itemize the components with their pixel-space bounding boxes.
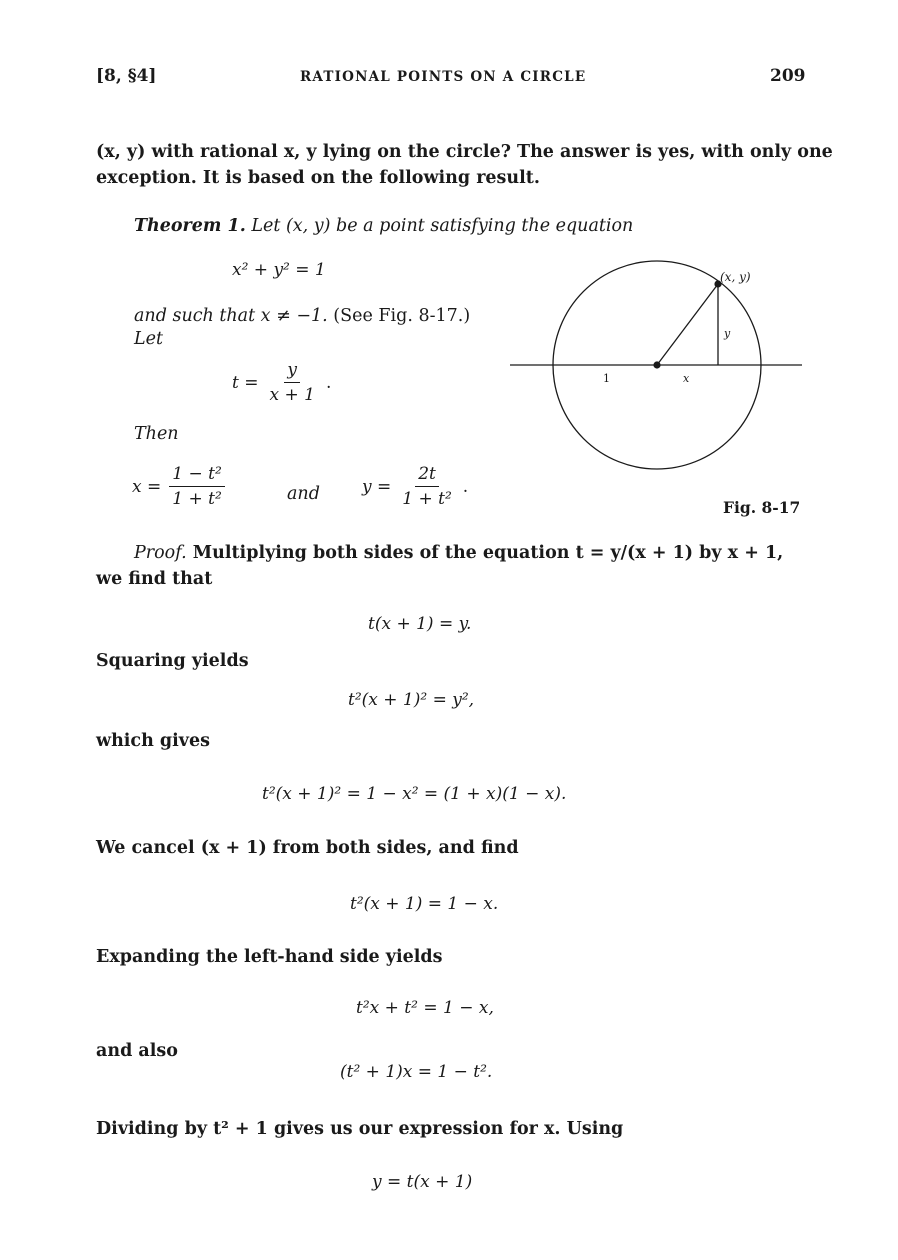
center-dot bbox=[653, 361, 660, 368]
unit-circle-figure bbox=[505, 245, 805, 480]
section-reference: [8, §4] bbox=[96, 66, 157, 86]
one-label: 1 bbox=[603, 372, 610, 385]
proof-line-1 bbox=[134, 540, 783, 566]
y-formula-denominator: 1 + t² bbox=[402, 489, 452, 509]
equation-6: (t² + 1)x = 1 − t². bbox=[340, 1062, 493, 1082]
condition-text: and such that x ≠ −1. bbox=[134, 306, 328, 326]
t-def-numerator: y bbox=[284, 360, 300, 383]
and-also-text: and also bbox=[96, 1041, 178, 1061]
t-def-period: . bbox=[325, 372, 332, 393]
circle-equation: x² + y² = 1 bbox=[232, 260, 326, 280]
y-formula-period: . bbox=[462, 476, 469, 497]
intro-line-1: (x, y) with rational x, y lying on the circle? The answer is yes, with only one bbox=[96, 142, 833, 162]
x-formula-fraction bbox=[169, 464, 225, 509]
x-formula-numerator: 1 − t² bbox=[169, 464, 225, 487]
see-figure: (See Fig. 8-17.) bbox=[333, 306, 471, 326]
x-label: x bbox=[683, 372, 690, 385]
x-formula-lhs: x = bbox=[132, 476, 162, 497]
theorem-label: Theorem 1. bbox=[134, 216, 246, 236]
t-def-denominator: x + 1 bbox=[269, 385, 315, 405]
equation-1: t(x + 1) = y. bbox=[368, 614, 472, 634]
theorem-condition bbox=[134, 303, 470, 329]
proof-text-1: Multiplying both sides of the equation t = y/(x + 1) by x + 1, bbox=[192, 543, 784, 563]
x-formula-denominator: 1 + t² bbox=[172, 489, 222, 509]
which-gives-text: which gives bbox=[96, 731, 210, 751]
equation-2: t²(x + 1)² = y², bbox=[348, 690, 475, 710]
theorem-statement bbox=[134, 213, 633, 239]
dividing-text: Dividing by t² + 1 gives us our expression for x. Using bbox=[96, 1119, 624, 1139]
theorem-text: Let (x, y) be a point satisfying the equation bbox=[251, 216, 634, 236]
running-title: RATIONAL POINTS ON A CIRCLE bbox=[300, 69, 587, 85]
equation-4: t²(x + 1) = 1 − x. bbox=[350, 894, 499, 914]
y-label: y bbox=[724, 327, 731, 340]
figure-caption: Fig. 8-17 bbox=[723, 498, 801, 517]
then-word: Then bbox=[134, 424, 179, 444]
equation-3: t²(x + 1)² = 1 − x² = (1 + x)(1 − x). bbox=[262, 784, 567, 804]
equation-5: t²x + t² = 1 − x, bbox=[356, 998, 494, 1018]
expanding-text: Expanding the left-hand side yields bbox=[96, 947, 443, 967]
radius-line bbox=[657, 284, 718, 365]
y-formula-fraction bbox=[399, 464, 455, 509]
proof-label: Proof. bbox=[134, 543, 187, 563]
t-def-fraction bbox=[266, 360, 317, 405]
and-word: and bbox=[287, 484, 320, 504]
squaring-text: Squaring yields bbox=[96, 651, 249, 671]
x-formula bbox=[132, 464, 225, 509]
proof-line-2: we find that bbox=[96, 569, 213, 589]
let-word: Let bbox=[134, 329, 164, 349]
y-formula-numerator: 2t bbox=[415, 464, 439, 487]
equation-7: y = t(x + 1) bbox=[372, 1172, 473, 1192]
t-def-lhs: t = bbox=[232, 372, 259, 393]
intro-line-2: exception. It is based on the following result. bbox=[96, 168, 540, 188]
y-formula-lhs: y = bbox=[362, 476, 392, 497]
page-number: 209 bbox=[770, 66, 806, 86]
y-formula bbox=[362, 464, 468, 509]
point-label: (x, y) bbox=[720, 270, 751, 284]
t-definition bbox=[232, 360, 331, 405]
cancel-text: We cancel (x + 1) from both sides, and find bbox=[96, 838, 519, 858]
